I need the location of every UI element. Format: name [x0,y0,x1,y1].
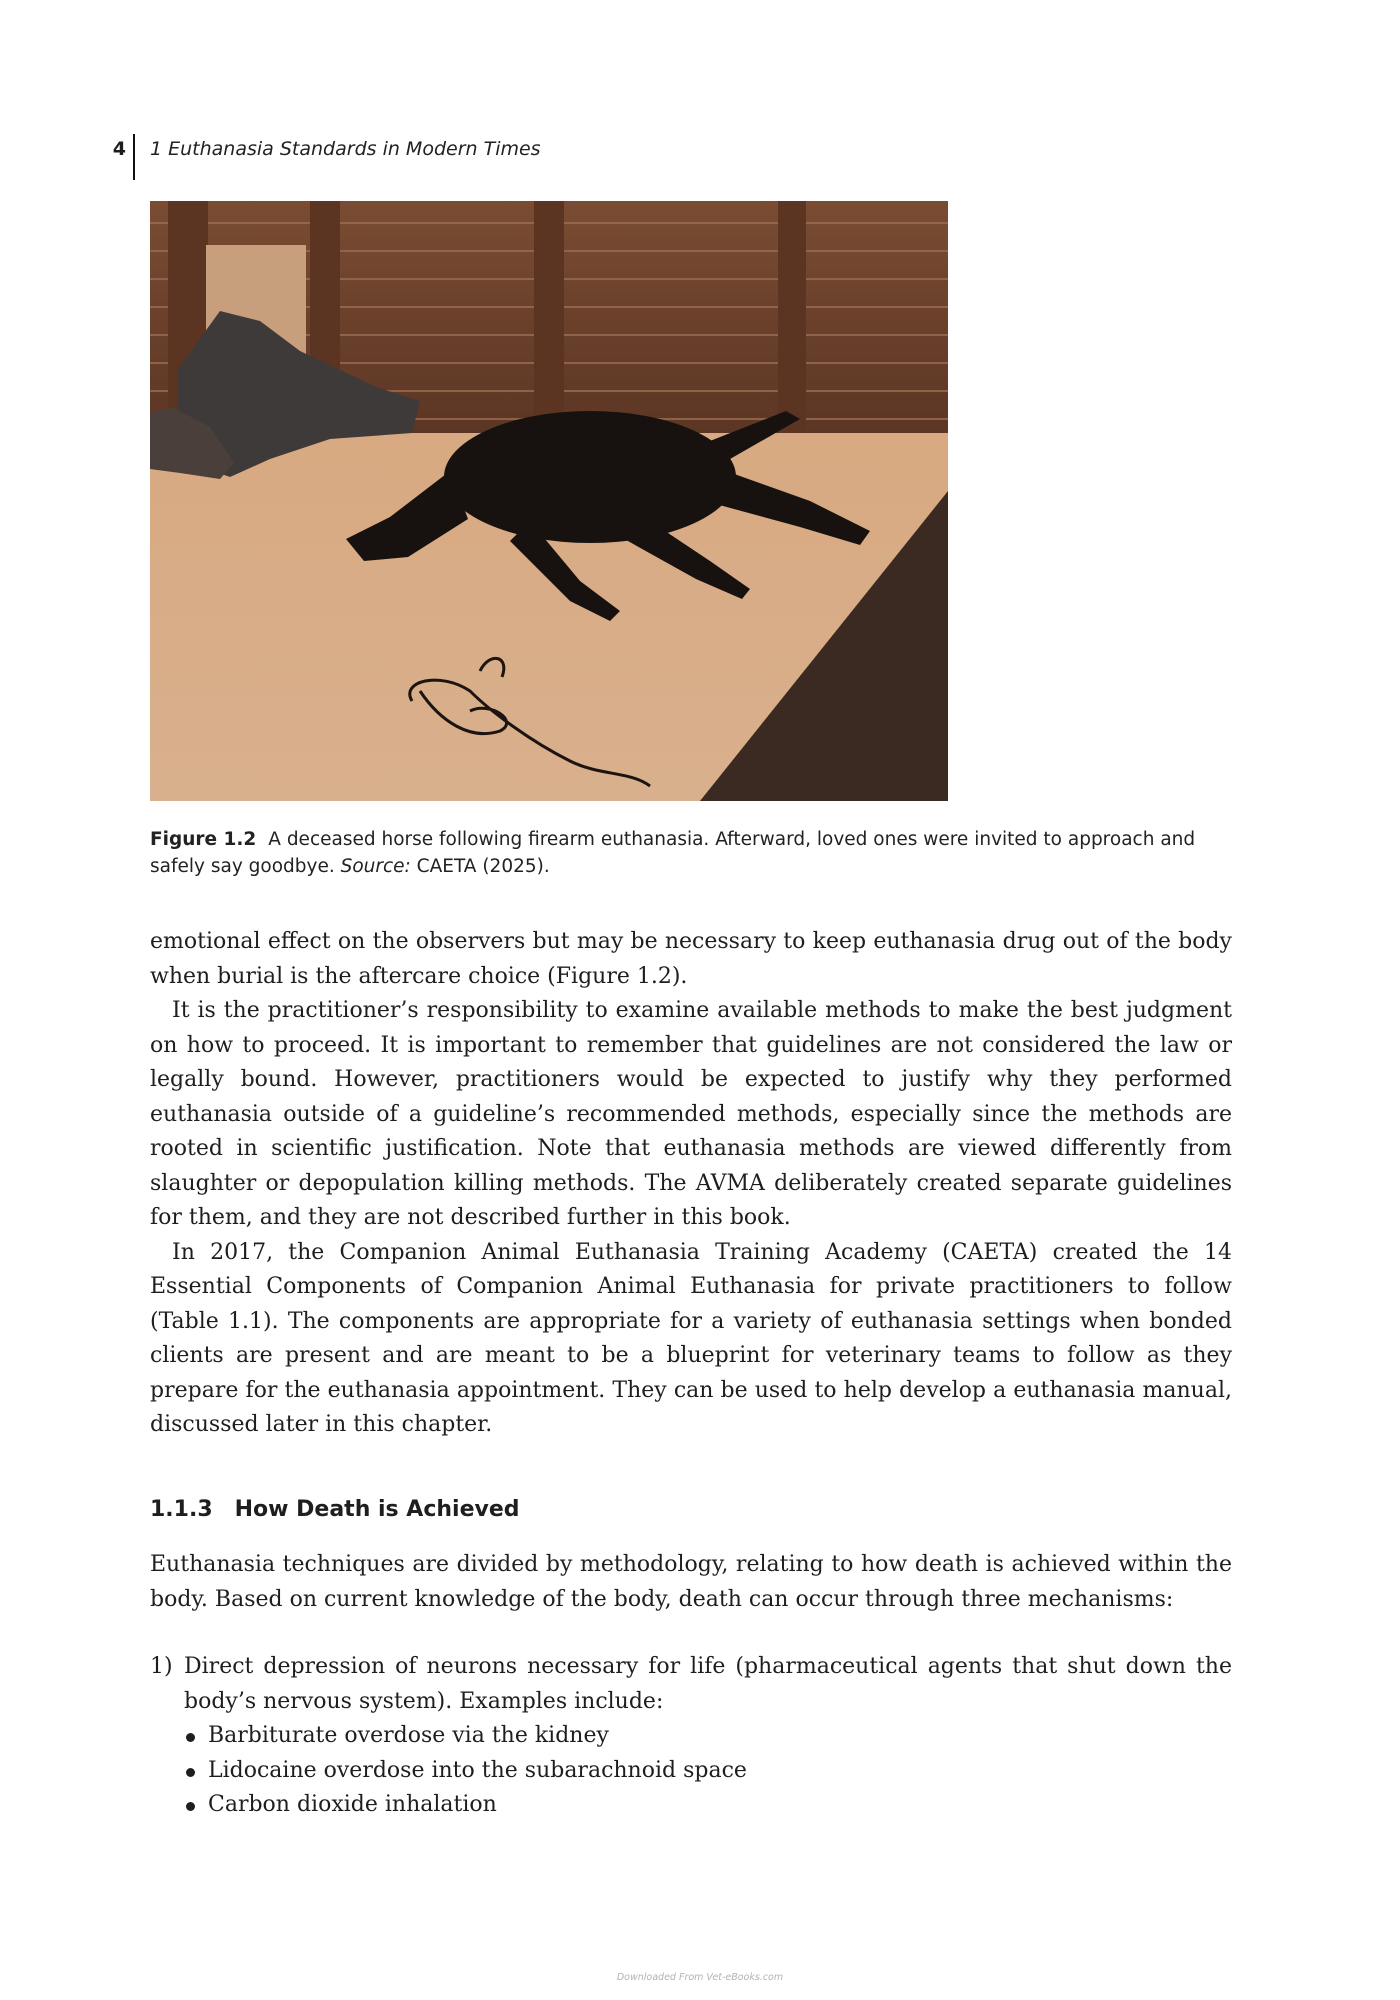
bullet-item: Carbon dioxide inhalation [184,1788,1232,1823]
bullet-list [184,1719,1232,1823]
body-text-block [150,1548,1232,1617]
page-number: 4 [112,138,126,160]
running-title: 1 Euthanasia Standards in Modern Times [150,138,541,160]
section-title: How Death is Achieved [234,1497,520,1522]
figure-label: Figure 1.2 [150,829,257,850]
section-heading [150,1497,520,1522]
bullet-item: Lidocaine overdose into the subarachnoid space [184,1754,1232,1789]
header-rule [133,134,135,180]
footer-watermark: Downloaded From Vet-eBooks.com [616,1972,784,1983]
figure-photo [150,201,948,801]
paragraph: It is the practitioner’s responsibility to examine available methods to make the best judgment on how to proceed. It is important to remember that guidelines are not considered the law or legally bound. However, practitioners would be expected to justify why they performed euthanasia outside of a guideline’s recommended methods, especially since the methods are rooted in scientific justification. Note that euthanasia methods are viewed differently from slaughter or depopulation killing methods. The AVMA deliberately created separate guidelines for them, and they are not described further in this book. [150,998,1232,1230]
paragraph: emotional effect on the observers but may be necessary to keep euthanasia drug out of the body when burial is the aftercare choice (Figure 1.2). [150,929,1232,989]
figure-caption [150,826,1232,880]
list-item [150,1650,1232,1719]
bullet-item: Barbiturate overdose via the kidney [184,1719,1232,1754]
list-marker: 1) [150,1654,173,1679]
section-number: 1.1.3 [150,1497,213,1522]
list-item-text: Direct depression of neurons necessary for life (pharmaceutical agents that shut down the body’s nervous system). Examples include: [184,1654,1232,1714]
body-text-block [150,925,1232,1443]
figure-source-label: Source: [340,856,411,877]
paragraph: Euthanasia techniques are divided by methodology, relating to how death is achieved within the body. Based on current knowledge of the body, death can occur through three mechanisms: [150,1552,1232,1612]
figure-source-text: CAETA (2025). [410,856,550,877]
figure-caption-text: A deceased horse following firearm euthanasia. Afterward, loved ones were invited to approach and safely say goodbye. [150,829,1196,877]
paragraph: In 2017, the Companion Animal Euthanasia Training Academy (CAETA) created the 14 Essential Components of Companion Animal Euthanasia for private practitioners to follow (Table 1.1). The components are appropriate for a variety of euthanasia settings when bonded clients are present and are meant to be a blueprint for veterinary teams to follow as they prepare for the euthanasia appointment. They can be used to help develop a euthanasia manual, discussed later in this chapter. [150,1239,1232,1437]
numbered-list [150,1650,1232,1823]
